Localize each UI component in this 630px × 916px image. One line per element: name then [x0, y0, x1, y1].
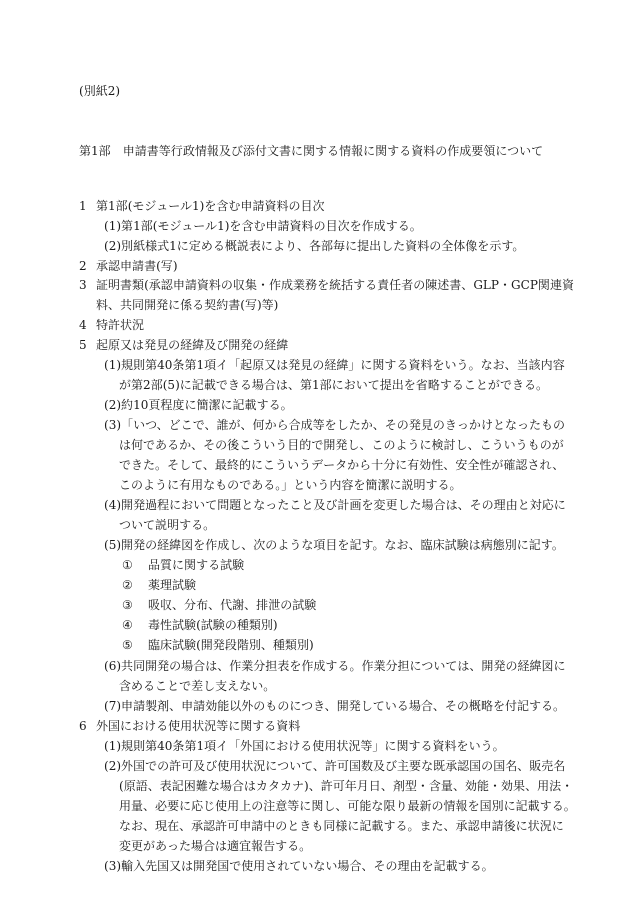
subitem-mark: ③ — [122, 598, 133, 613]
list-item-continued: が第2部(5)に記載できる場合は、第1部において提出を省略することができる。 — [119, 378, 549, 393]
list-item-continued: (原語、表記困難な場合はカタカナ)、許可年月日、剤型・含量、効能・効果、用法・ — [119, 779, 574, 793]
list-item: (1)規則第40条第1項イ「起原又は発見の経緯」に関する資料をいう。なお、当該内容 — [104, 358, 565, 373]
list-item: (2)約10頁程度に簡潔に記載する。 — [104, 398, 293, 413]
section-number: 6 — [79, 719, 87, 733]
list-item-continued: 含めることで差し支えない。 — [119, 679, 276, 693]
list-item-continued: なお、現在、承認許可申請中のときも同様に記載する。また、承認申請後に状況に — [119, 819, 564, 833]
section-heading-continued: 料、共同開発に係る契約書(写)等) — [96, 298, 279, 313]
subitem-mark: ⑤ — [122, 638, 133, 653]
list-item-continued: このように有用なものである。」という内容を簡潔に説明する。 — [119, 478, 462, 493]
list-item: (3)輸入先国又は開発国で使用されていない場合、その理由を記載する。 — [104, 859, 494, 873]
document-title: 第1部 申請書等行政情報及び添付文書に関する情報に関する資料の作成要領について — [79, 144, 544, 158]
subitem-mark: ④ — [122, 618, 133, 633]
section-number: 5 — [79, 338, 87, 353]
section-number: 4 — [79, 318, 87, 333]
section-heading: 証明書類(承認申請資料の収集・作成業務を統括する責任者の陳述書、GLP・GCP関連資 — [96, 278, 574, 293]
list-item-continued: 変更があった場合は適宜報告する。 — [119, 839, 312, 853]
list-item: (2)外国での許可及び使用状況について、許可国数及び主要な既承認国の国名、販売名 — [104, 759, 566, 773]
list-item: (1)第1部(モジュール1)を含む申請資料の目次を作成する。 — [104, 219, 422, 233]
list-item-continued: できた。そして、最終的にこういうデータから十分に有効性、安全性が確認され、 — [119, 458, 565, 473]
section-number: 1 — [79, 199, 87, 213]
section-heading: 特許状況 — [96, 318, 145, 333]
list-item-continued: ついて説明する。 — [119, 518, 216, 533]
subitem-text: 薬理試験 — [148, 578, 197, 593]
section-heading: 外国における使用状況等に関する資料 — [96, 719, 301, 733]
list-item-continued: 用量、必要に応じ使用上の注意等に関し、可能な限り最新の情報を国別に記載する。 — [119, 799, 576, 813]
list-item: (7)申請製剤、申請効能以外のものにつき、開発している場合、その概略を付記する。 — [104, 699, 566, 713]
attachment-label: (別紙2) — [79, 84, 121, 98]
list-item: (5)開発の経緯図を作成し、次のような項目を記す。なお、臨床試験は病態別に記す。 — [104, 538, 564, 553]
list-item: (3)「いつ、どこで、誰が、何から合成等をしたか、その発見のきっかけとなったもの — [104, 418, 566, 433]
section-number: 3 — [79, 278, 87, 293]
section-heading: 起原又は発見の経緯及び開発の経緯 — [96, 338, 289, 353]
list-item-continued: は何であるか、その後こういう目的で開発し、このように検討し、こういうものが — [119, 438, 564, 453]
list-item: (1)規則第40条第1項イ「外国における使用状況等」に関する資料をいう。 — [104, 739, 505, 753]
subitem-text: 吸収、分布、代謝、排泄の試験 — [148, 598, 317, 613]
section-number: 2 — [79, 259, 87, 273]
list-item: (2)別紙様式1に定める概説表により、各部毎に提出した資料の全体像を示す。 — [104, 239, 525, 253]
list-item: (4)開発過程において問題となったこと及び計画を変更した場合は、その理由と対応に — [104, 498, 566, 513]
subitem-text: 毒性試験(試験の種類別) — [148, 618, 278, 633]
section-heading: 第1部(モジュール1)を含む申請資料の目次 — [96, 199, 325, 213]
subitem-mark: ① — [122, 558, 133, 573]
subitem-mark: ② — [122, 578, 133, 593]
list-item: (6)共同開発の場合は、作業分担表を作成する。作業分担については、開発の経緯図に — [104, 659, 566, 673]
section-heading: 承認申請書(写) — [96, 259, 178, 273]
subitem-text: 臨床試験(開発段階別、種類別) — [148, 638, 314, 653]
subitem-text: 品質に関する試験 — [148, 558, 245, 573]
